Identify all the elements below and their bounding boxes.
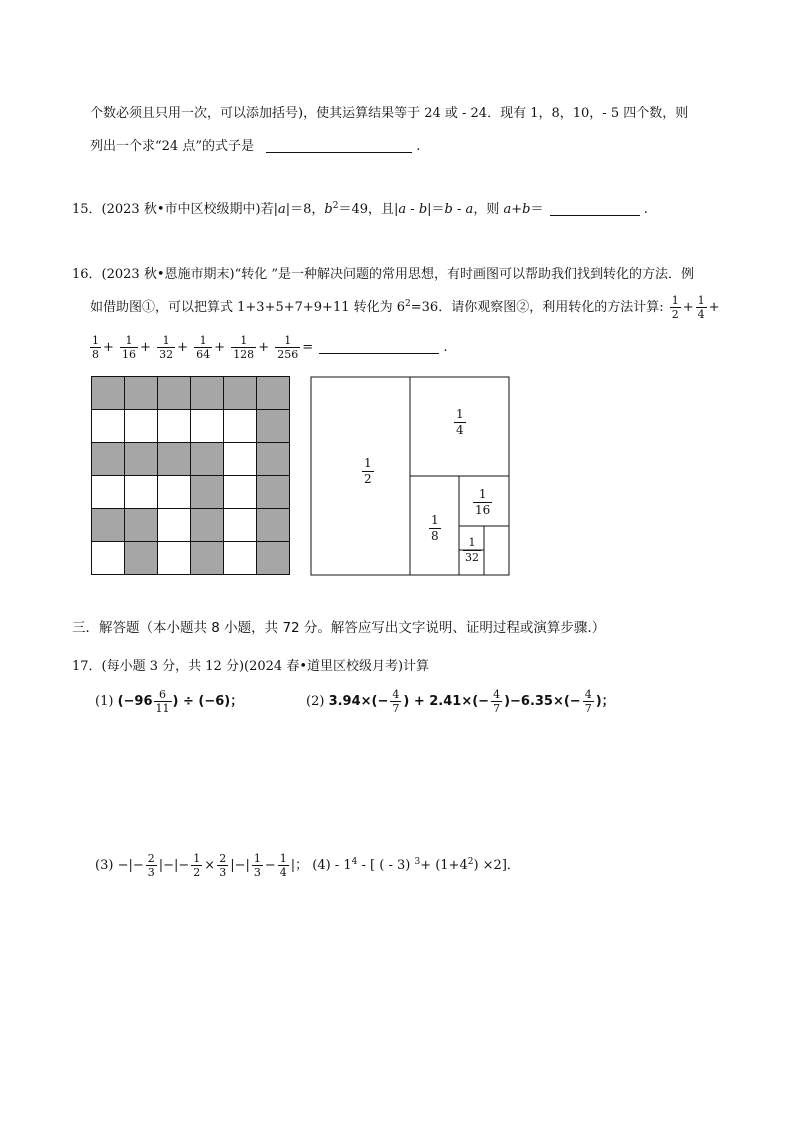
grid-cell-shaded <box>92 377 125 410</box>
fig2-label-quarter: $\frac{1}{4}$ <box>456 407 464 437</box>
grid-cell-shaded <box>257 443 290 476</box>
q15-a4: a <box>503 202 512 217</box>
q17-p1-frac: $\frac{6}{11}$ <box>155 688 170 715</box>
grid-cell-shaded <box>125 509 158 542</box>
grid-cell-shaded <box>158 443 191 476</box>
grid-cell-shaded <box>125 443 158 476</box>
q15-t7: ，则 <box>473 202 504 217</box>
grid-cell-shaded <box>224 377 257 410</box>
fraction-1-4: $\frac{1}{4}$ <box>279 852 287 879</box>
q17-p3-a: −|− <box>117 858 144 873</box>
plus-sign: + <box>103 340 114 355</box>
fraction-4-7: $\frac{4}{7}$ <box>493 688 501 715</box>
grid-cell-shaded <box>191 476 224 509</box>
q15-a1: a <box>277 202 286 217</box>
q17-p1-a: (−96 <box>117 694 153 709</box>
grid-cell-shaded <box>191 377 224 410</box>
q17-p3-b: |−|− <box>158 858 190 873</box>
q17-p3-e: − <box>264 858 276 873</box>
q15-b3: b <box>444 202 453 217</box>
q17-p4-d: ) ×2]． <box>473 858 520 873</box>
q16-line1-text: “转化 ”是一种解决问题的常用思想，有时画图可以帮助我们找到转化的方法．例 <box>234 267 695 282</box>
q17-p4-exp1: 4 <box>351 857 358 867</box>
grid-cell-shaded <box>191 542 224 575</box>
grid-cell-shaded <box>125 542 158 575</box>
q15-b2: b <box>418 202 428 217</box>
plus-sign: + <box>258 340 270 355</box>
q15-a3: a <box>465 202 474 217</box>
figure-1-grid <box>91 376 289 574</box>
q14-line2 <box>90 135 420 154</box>
q17-p4-a: - 1 <box>330 858 352 873</box>
grid-cell-shaded <box>257 542 290 575</box>
grid-cell-white <box>224 410 257 443</box>
q15-source: (2023 秋•市中区校级期中) <box>101 202 261 217</box>
q17-p2-c: )−6.35×(− <box>504 694 581 709</box>
fraction-1-4: $\frac{1}{4}$ <box>697 294 705 321</box>
q17-p4-label: (4) <box>312 858 331 873</box>
grid-cell-shaded <box>257 377 290 410</box>
grid-cell-shaded <box>191 443 224 476</box>
grid-cell-shaded <box>191 509 224 542</box>
grid-cell-white <box>158 509 191 542</box>
fraction-4-7: $\frac{4}{7}$ <box>392 688 400 715</box>
q17-p4-exp3: 2 <box>467 857 474 867</box>
fraction-1-16: $\frac{1}{16}$ <box>122 334 137 361</box>
grid-cell-white <box>158 410 191 443</box>
fraction-2-3: $\frac{2}{3}$ <box>219 852 227 879</box>
q17-p2-a: 3.94×(− <box>328 694 389 709</box>
q15-exp2: 2 <box>332 201 339 211</box>
fraction-1-8: $\frac{1}{8}$ <box>92 334 99 361</box>
plus-sign: + <box>140 340 151 355</box>
q17-p3-f: |； <box>290 858 309 873</box>
q17-part3-4 <box>95 852 520 879</box>
plus-sign: + <box>682 300 694 315</box>
q15-t6: - <box>452 202 466 217</box>
q15-end: . <box>643 202 648 217</box>
q17-p2-d: )； <box>595 694 615 709</box>
q14-answer-blank[interactable] <box>266 138 412 153</box>
q16-line2-exp: 2 <box>405 299 411 309</box>
q15-t8: + <box>511 202 523 217</box>
grid-cell-shaded <box>92 509 125 542</box>
q15-answer-blank[interactable] <box>550 201 640 216</box>
q16-answer-blank[interactable] <box>319 339 439 354</box>
fraction-1-32: $\frac{1}{32}$ <box>159 334 174 361</box>
section-3-title: 三．解答题（本小题共 8 小题，共 72 分。解答应写出文字说明、证明过程或演算步骤.） <box>72 620 606 636</box>
q17-p4-c: + (1+4 <box>420 858 468 873</box>
q16-line3 <box>88 334 448 361</box>
grid-cell-shaded <box>257 476 290 509</box>
equals-sign: = <box>302 340 314 355</box>
q15-t2: |＝8， <box>285 202 325 217</box>
q15-t4: - <box>406 202 419 217</box>
q17-p4-b: - [ ( - 3) <box>357 858 415 873</box>
plus-sign: + <box>708 300 720 315</box>
grid-cell-shaded <box>257 410 290 443</box>
fraction-2-3: $\frac{2}{3}$ <box>147 852 155 879</box>
fraction-1-3: $\frac{1}{3}$ <box>253 852 261 879</box>
q16-line2a: 如借助图①，可以把算式 1+3+5+7+9+11 转化为 6 <box>90 300 406 315</box>
q17-p3-label: (3) <box>95 858 114 873</box>
fraction-4-7: $\frac{4}{7}$ <box>584 688 592 715</box>
q17-part2 <box>306 688 615 715</box>
q15-t3: ＝49，且| <box>338 202 399 217</box>
grid-cell-white <box>92 410 125 443</box>
q17-p1-b: ) ÷ (−6)； <box>172 694 244 709</box>
fig2-label-eighth: $\frac{1}{8}$ <box>431 513 439 543</box>
q17-number: 17． <box>72 659 102 674</box>
grid-cell-white <box>224 443 257 476</box>
q17-p2-label: (2) <box>306 694 325 709</box>
q16-number: 16． <box>72 267 102 282</box>
q17-info: (每小题 3 分，共 12 分)(2024 春•道里区校级月考)计算 <box>101 659 430 674</box>
q16-source: (2023 秋•恩施市期末) <box>101 267 235 282</box>
fraction-1-2: $\frac{1}{2}$ <box>193 852 201 879</box>
q14-end: . <box>416 139 421 154</box>
q14-line1: 个数必须且只用一次，可以添加括号)，使其运算结果等于 24 或 - 24．现有 1，8，10，- 5 四个数，则 <box>90 106 689 121</box>
fig2-label-thirtysecond: $\frac{1}{32}$ <box>465 536 479 564</box>
q15-b4: b <box>522 202 531 217</box>
grid-cell-shaded <box>92 443 125 476</box>
grid-cell-white <box>125 410 158 443</box>
q17-p2-b: ) + 2.41×(− <box>403 694 490 709</box>
grid-cell-white <box>224 509 257 542</box>
q15-number: 15． <box>72 202 102 217</box>
fig2-label-half: $\frac{1}{2}$ <box>364 456 372 486</box>
q16-line1 <box>72 263 694 282</box>
grid-cell-shaded <box>257 509 290 542</box>
grid-cell-white <box>125 476 158 509</box>
fraction-1-64: $\frac{1}{64}$ <box>196 334 211 361</box>
q15-t9: ＝ <box>530 202 544 217</box>
plus-sign: + <box>214 340 226 355</box>
q15-t1: 若| <box>260 202 278 217</box>
fraction-1-256: $\frac{1}{256}$ <box>277 334 299 361</box>
fraction-1-128: $\frac{1}{128}$ <box>233 334 255 361</box>
q16-end: . <box>443 340 448 355</box>
grid-cell-white <box>158 542 191 575</box>
grid-cell-white <box>191 410 224 443</box>
q16-line2 <box>90 294 720 321</box>
grid-cell-shaded <box>158 377 191 410</box>
fraction-1-2: $\frac{1}{2}$ <box>671 294 679 321</box>
q17-header <box>72 655 429 674</box>
q17-p3-c: × <box>204 858 216 873</box>
q17-part1 <box>95 688 243 715</box>
grid-cell-white <box>224 476 257 509</box>
q15-a2: a <box>398 202 407 217</box>
fig2-label-sixteenth: $\frac{1}{16}$ <box>475 487 491 517</box>
q15-b1: b <box>324 202 333 217</box>
grid-cell-white <box>224 542 257 575</box>
q15-t5: |＝ <box>427 202 445 217</box>
grid-cell-white <box>158 476 191 509</box>
grid-cell-white <box>92 542 125 575</box>
plus-sign: + <box>177 340 188 355</box>
question-15 <box>72 198 648 217</box>
q17-p1-label: (1) <box>95 694 114 709</box>
q17-p4-exp2: 3 <box>414 857 421 867</box>
grid-cell-shaded <box>125 377 158 410</box>
q14-line2-text: 列出一个求“24 点”的式子是 <box>90 139 254 154</box>
q17-p3-d: |−| <box>230 858 250 873</box>
grid-cell-white <box>92 476 125 509</box>
q16-line2b: =36．请你观察图②，利用转化的方法计算: <box>410 300 664 315</box>
